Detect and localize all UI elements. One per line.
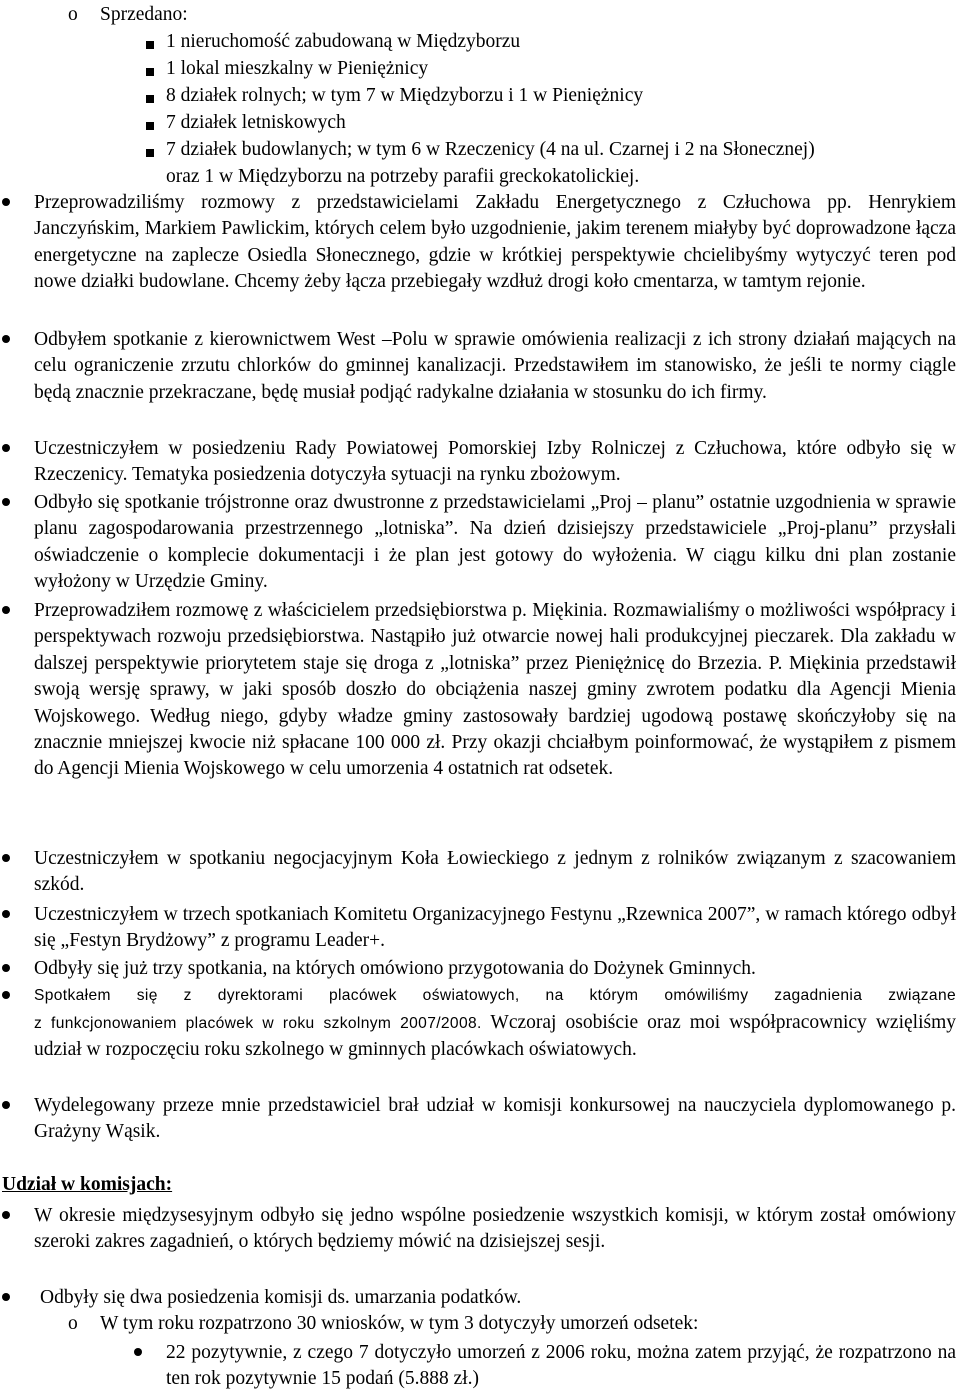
square-bullet-icon — [146, 41, 154, 49]
report-item-festival: Uczestniczyłem w trzech spotkaniach Komitetu Organizacyjnego Festynu „Rzewnica 2007”, w ramach którego odbył się „Festyn Brydżowy” z programu Leader+. — [34, 904, 956, 952]
report-item-teacher: Wydelegowany przeze mnie przedstawiciel brał udział w komisji konkursowej na nauczyciela dyplomowanego p. Grażyny Wąsik. — [34, 1095, 956, 1143]
bullet-dot-icon — [2, 598, 10, 624]
sold-item: 1 nieruchomość zabudowaną w Międzyborzu — [166, 31, 521, 52]
report-item-harvest: Odbyły się już trzy spotkania, na których omówiono przygotowania do Dożynek Gminnych. — [34, 958, 756, 979]
committee-item-joint: W okresie międzysesyjnym odbyło się jedno wspólne posiedzenie wszystkich komisji, w którym został omówiony szeroki zakres zagadnień, o których będziemy mówić na dzisiejszej sesji. — [34, 1205, 956, 1253]
bullet-dot-icon — [134, 1340, 142, 1366]
bullet-dot-icon — [2, 490, 10, 516]
bullet-dot-icon — [2, 902, 10, 928]
sold-item: 1 lokal mieszkalny w Pieniężnicy — [166, 58, 429, 79]
bullet-dot-icon — [2, 846, 10, 872]
report-item-schools-rest — [34, 1010, 956, 1064]
bullet-dot-icon — [2, 436, 10, 462]
square-bullet-icon — [146, 122, 154, 130]
committee-item-tax: Odbyły się dwa posiedzenia komisji ds. umarzania podatków. — [40, 1287, 522, 1308]
committees-heading: Udział w komisjach: — [2, 1174, 173, 1195]
sold-item: 7 działek letniskowych — [166, 112, 346, 133]
sold-item-continuation: oraz 1 w Międzyborzu na potrzeby parafii greckokatolickiej. — [166, 166, 640, 187]
bullet-dot-icon — [2, 1203, 10, 1229]
sold-heading: Sprzedano: — [100, 4, 188, 25]
report-item-schools-line1: Spotkałem się z dyrektorami placówek oświatowych, na którym omówiliśmy zagadnienia związane — [34, 987, 956, 1004]
report-item-energy: Przeprowadziliśmy rozmowy z przedstawicielami Zakładu Energetycznego z Człuchowa pp. Henrykiem Janczyńskim, Markiem Pawlickim, których celem było uzgodnienie, jakim terenem miałyby być doprowadzone łącza energetyczne na zaplecze Osiedla Słonecznego, gdzie w krótkiej perspektywie chcielibyśmy wytyczyć teren pod nowe działki budowlane. Chcemy żeby łącza przebiegały wzdłuż drogi koło cmentarza, w tamtym rejonie. — [34, 192, 956, 293]
committee-sub-item: W tym roku rozpatrzono 30 wniosków, w tym 3 dotyczyły umorzeń odsetek: — [100, 1313, 699, 1334]
square-bullet-icon — [146, 149, 154, 157]
bullet-dot-icon — [2, 956, 10, 982]
sold-item: 7 działek budowlanych; w tym 6 w Rzeczenicy (4 na ul. Czarnej i 2 na Słonecznej) — [166, 139, 815, 160]
bullet-dot-icon — [2, 327, 10, 353]
sold-item: 8 działek rolnych; w tym 7 w Międzyborzu i 1 w Pieniężnicy — [166, 85, 644, 106]
circle-bullet-marker: o — [68, 4, 78, 25]
bullet-dot-icon — [2, 983, 10, 1009]
square-bullet-icon — [146, 95, 154, 103]
report-item-hunting: Uczestniczyłem w spotkaniu negocjacyjnym Koła Łowieckiego z jednym z rolników związanym z szacowaniem szkód. — [34, 848, 956, 896]
bullet-dot-icon — [2, 1285, 10, 1311]
report-item-westpol: Odbyłem spotkanie z kierownictwem West –Polu w sprawie omówienia realizacji z ich strony działań mających na celu ograniczenie zrzutu chlorków do gminnej kanalizacji. Przedstawiłem im stanowisko, że jeśli te normy ciągle będą znacznie przekraczane, będę musiał podjąć radykalne działania w stosunku do ich firmy. — [34, 329, 956, 403]
square-bullet-icon — [146, 68, 154, 76]
bullet-dot-icon — [2, 1093, 10, 1119]
committee-sub-sub-item: 22 pozytywnie, z czego 7 dotyczyło umorzeń z 2006 roku, można zatem przyjąć, że rozpatrzono na ten rok pozytywnie 15 podań (5.888 zł.) — [166, 1342, 956, 1390]
report-item-chamber: Uczestniczyłem w posiedzeniu Rady Powiatowej Pomorskiej Izby Rolniczej z Człuchowa, które odbyło się w Rzeczenicy. Tematyka posiedzenia dotyczyła sytuacji na rynku zbożowym. — [34, 438, 956, 486]
report-item-schools-line2: z funkcjonowaniem placówek w roku szkolnym 2007/2008. — [34, 1015, 482, 1032]
bullet-dot-icon — [2, 190, 10, 216]
report-item-miekinia: Przeprowadziłem rozmowę z właścicielem przedsiębiorstwa p. Miękinia. Rozmawialiśmy o możliwości współpracy i perspektywach rozwoju przedsiębiorstwa. Nastąpiło już otwarcie nowej hali produkcyjnej pieczarek. Dla zakładu w dalszej perspektywie priorytetem staje się droga z „lotniska” przez Pieniężnicę do Brzezia. P. Miękinia przedstawił swoją wersję sprawy, w jaki sposób doszło do obciążenia naszej gminy zwrotem podatku dla Agencji Mienia Wojskowego. Według niego, gdyby władze gminy zastosowały bardziej ugodową postawę skończyłoby się na znacznie mniejszej kwocie niż spłacane 100 000 zł. Przy okazji chciałbym poinformować, że wystąpiłem z pismem do Agencji Mienia Wojskowego w celu umorzenia 4 ostatnich rat odsetek. — [34, 600, 956, 780]
report-item-schools-text: Wczoraj osobiście oraz moi współpracownicy wzięliśmy udział w rozpoczęciu roku szkolnego w gminnych placówkach oświatowych. — [34, 1012, 956, 1061]
report-item-projplan: Odbyło się spotkanie trójstronne oraz dwustronne z przedstawicielami „Proj – planu” ostatnie uzgodnienia w sprawie planu zagospodarowania przestrzennego „lotniska”. Na dzień dzisiejszy przedstawiciele „Proj-planu” przysłali oświadczenie o komplecie dokumentacji i że plan jest gotowy do wyłożenia. W ciągu kilku dni plan zostanie wyłożony w Urzędzie Gminy. — [34, 492, 956, 593]
circle-bullet-marker: o — [68, 1313, 78, 1334]
